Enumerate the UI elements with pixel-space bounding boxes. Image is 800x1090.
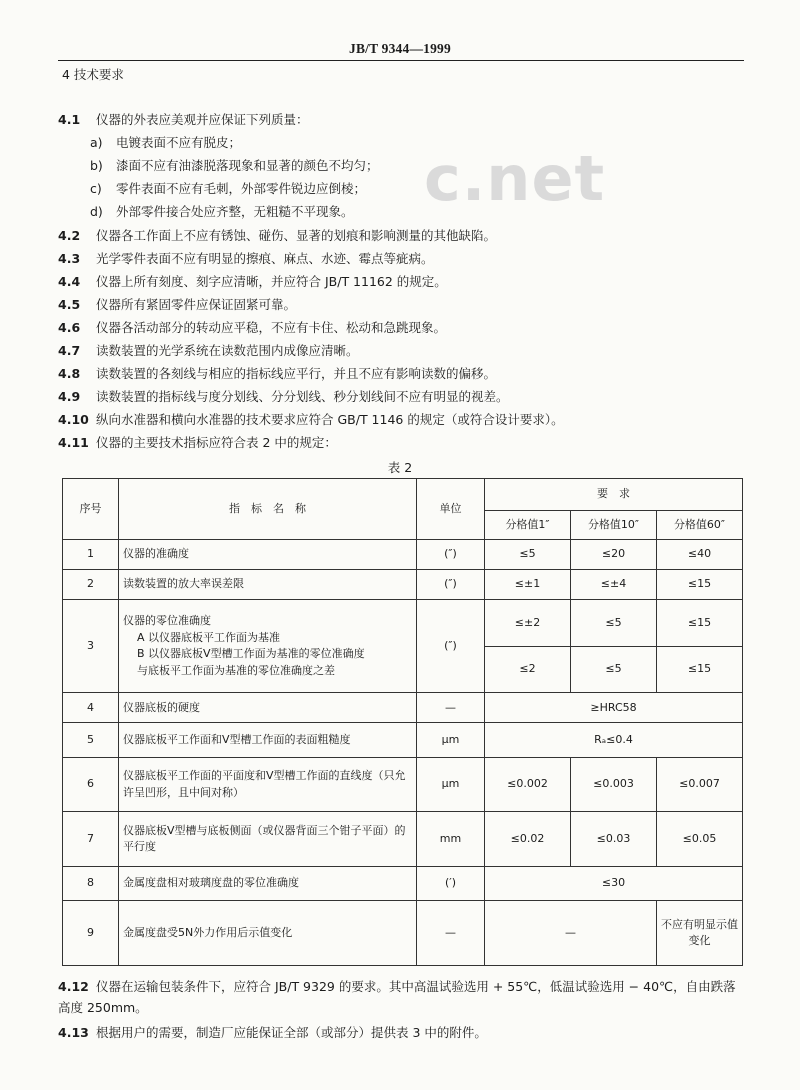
cell-value: ≤0.02 [485,812,571,867]
table-row [63,866,743,900]
cell-name: 仪器底板平工作面和V型槽工作面的表面粗糙度 [119,723,417,757]
clause-4-4 [58,272,447,290]
clause-text: 光学零件表面不应有明显的擦痕、麻点、水迹、霉点等疵病。 [96,251,434,266]
clause-number: 4.6 [58,320,81,335]
item-text: 漆面不应有油漆脱落现象和显著的颜色不均匀； [116,158,379,173]
table-row [63,569,743,599]
header-name: 指 标 名 称 [119,479,417,540]
cell-value: ≤15 [657,646,743,692]
clause-text: 仪器在运输包装条件下，应符合 JB/T 9329 的要求。其中高温试验选用 + 55℃，低温试验选用 − 40℃，自由跌落高度 250mm。 [58,979,736,1015]
clause-number: 4.1 [58,112,81,127]
cell-unit: (″) [417,569,485,599]
cell-seq: 6 [63,757,119,812]
list-item [90,156,379,174]
cell-name: 仪器底板平工作面的平面度和V型槽工作面的直线度（只允许呈凹形，且中间对称） [119,757,417,812]
item-marker: c) [90,181,102,196]
spec-table [62,478,743,966]
cell-seq: 2 [63,569,119,599]
cell-seq: 7 [63,812,119,867]
clause-number: 4.11 [58,435,89,450]
cell-value-merged: ≤30 [485,866,743,900]
item-text: 外部零件接合处应齐整，无粗糙不平现象。 [116,204,354,219]
cell-unit: μm [417,723,485,757]
cell-name: 金属度盘受5N外力作用后示值变化 [119,901,417,966]
watermark: c.net [424,142,606,215]
clause-4-5 [58,295,296,313]
cell-value: ≤0.05 [657,812,743,867]
cell-unit: — [417,901,485,966]
clause-4-11 [58,433,337,451]
table-row [63,757,743,812]
cell-value: ≤0.03 [571,812,657,867]
cell-name: 仪器底板V型槽与底板侧面（或仪器背面三个钳子平面）的平行度 [119,812,417,867]
clause-text: 仪器各活动部分的转动应平稳，不应有卡住、松动和急跳现象。 [96,320,447,335]
cell-name: 金属度盘相对玻璃度盘的零位准确度 [119,866,417,900]
cell-unit: (″) [417,600,485,693]
item-marker: d) [90,204,103,219]
cell-value-merged: ≥HRC58 [485,693,743,723]
cell-value: 不应有明显示值变化 [657,901,743,966]
clause-text: 仪器所有紧固零件应保证固紧可靠。 [96,297,297,312]
cell-seq: 4 [63,693,119,723]
clause-number: 4.2 [58,228,81,243]
cell-value-merged: Rₐ≤0.4 [485,723,743,757]
cell-value: ≤±4 [571,569,657,599]
clause-number: 4.12 [58,979,89,994]
header-grade-1: 分格值1″ [485,511,571,539]
list-item [90,179,366,197]
clause-text: 纵向水准器和横向水准器的技术要求应符合 GB/T 1146 的规定（或符合设计要求）。 [96,412,564,427]
cell-value: ≤0.003 [571,757,657,812]
clause-text: 仪器的外表应美观并应保证下列质量： [96,112,309,127]
header-seq: 序号 [63,479,119,540]
clause-4-1 [58,110,309,128]
clause-number: 4.4 [58,274,81,289]
clause-number: 4.3 [58,251,81,266]
clause-4-8 [58,364,496,382]
list-item [90,133,241,151]
clause-number: 4.13 [58,1025,89,1040]
header-rule [58,60,744,61]
cell-value-merged: — [485,901,657,966]
clause-number: 4.7 [58,343,81,358]
clause-number: 4.9 [58,389,81,404]
cell-seq: 3 [63,600,119,693]
cell-name-main: 仪器的零位准确度 [123,614,211,628]
clause-4-13 [58,1022,748,1043]
cell-value: ≤0.002 [485,757,571,812]
clause-text: 仪器各工作面上不应有锈蚀、碰伤、显著的划痕和影响测量的其他缺陷。 [96,228,497,243]
clause-4-3 [58,249,434,267]
table-row [63,693,743,723]
cell-value: ≤40 [657,539,743,569]
cell-name-sub-c: 与底板平工作面为基准的零位准确度之差 [137,663,335,677]
clause-number: 4.10 [58,412,89,427]
clause-4-6 [58,318,446,336]
cell-value: ≤5 [571,600,657,646]
cell-seq: 8 [63,866,119,900]
table-caption: 表 2 [387,460,413,475]
cell-seq: 1 [63,539,119,569]
clause-4-2 [58,226,496,244]
cell-value: ≤15 [657,569,743,599]
cell-value: ≤5 [485,539,571,569]
cell-name: 仪器的准确度 [119,539,417,569]
clause-4-10 [58,410,564,428]
table-row [63,812,743,867]
item-marker: a) [90,135,103,150]
cell-unit: (″) [417,539,485,569]
cell-name: 读数装置的放大率误差限 [119,569,417,599]
standard-code-header: JB/T 9344—1999 [349,41,451,56]
item-marker: b) [90,158,103,173]
clause-number: 4.8 [58,366,81,381]
cell-unit: mm [417,812,485,867]
clause-text: 根据用户的需要，制造厂应能保证全部（或部分）提供表 3 中的附件。 [96,1025,487,1040]
item-text: 电镀表面不应有脱皮； [116,135,242,150]
clause-text: 仪器的主要技术指标应符合表 2 中的规定： [96,435,337,450]
header-requirement: 要 求 [485,479,743,511]
clause-4-12 [58,976,748,1018]
cell-value: ≤0.007 [657,757,743,812]
table-header-row [63,479,743,511]
clause-4-7 [58,341,359,359]
header-grade-10: 分格值10″ [571,511,657,539]
cell-value: ≤20 [571,539,657,569]
cell-name: 仪器底板的硬度 [119,693,417,723]
table-row [63,901,743,966]
cell-unit: μm [417,757,485,812]
clause-number: 4.5 [58,297,81,312]
clause-4-9 [58,387,509,405]
table-row [63,539,743,569]
clause-text: 仪器上所有刻度、刻字应清晰，并应符合 JB/T 11162 的规定。 [96,274,447,289]
clause-text: 读数装置的指标线与度分划线、分分划线、秒分划线间不应有明显的视差。 [96,389,509,404]
clause-text: 读数装置的各刻线与相应的指标线应平行，并且不应有影响读数的偏移。 [96,366,497,381]
clause-text: 读数装置的光学系统在读数范围内成像应清晰。 [96,343,359,358]
cell-name-sub-b: B 以仪器底板V型槽工作面为基准的零位准确度 [137,647,365,661]
list-item [90,202,354,220]
cell-unit: (′) [417,866,485,900]
table-row [63,600,743,646]
cell-unit: — [417,693,485,723]
cell-value: ≤2 [485,646,571,692]
section-title: 4 技术要求 [62,67,124,82]
cell-value: ≤15 [657,600,743,646]
item-text: 零件表面不应有毛刺，外部零件锐边应倒棱； [116,181,367,196]
cell-name-sub-a: A 以仪器底板平工作面为基准 [137,630,281,644]
cell-name [119,600,417,693]
header-grade-60: 分格值60″ [657,511,743,539]
cell-seq: 9 [63,901,119,966]
cell-value: ≤±2 [485,600,571,646]
cell-value: ≤±1 [485,569,571,599]
cell-seq: 5 [63,723,119,757]
header-unit: 单位 [417,479,485,540]
cell-value: ≤5 [571,646,657,692]
table-row [63,723,743,757]
